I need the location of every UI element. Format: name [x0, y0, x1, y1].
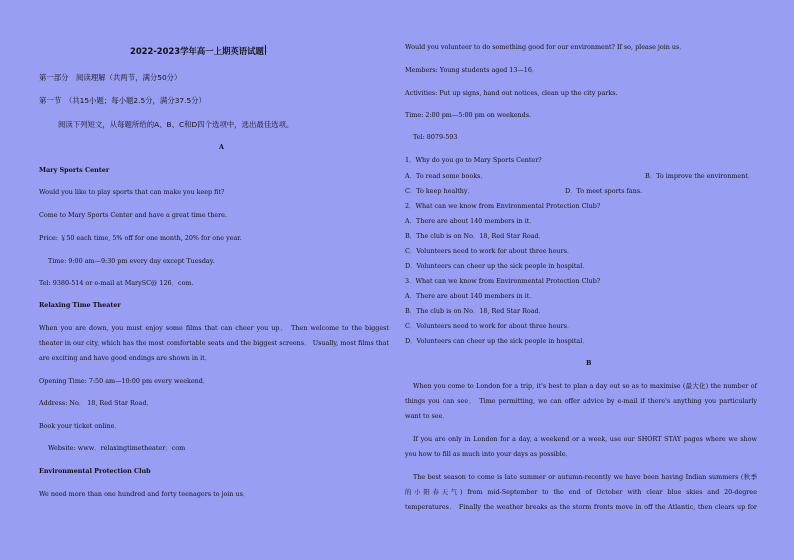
option-d: D．To meet sports fans.: [565, 187, 643, 195]
option-c: C．Volunteers need to work for about three hours．: [405, 322, 574, 330]
question-1-options-ab: [405, 172, 757, 180]
instruction: 阅读下列短文，从每题所给的A、B、C和D四个选项中，选出最佳选项。: [58, 120, 294, 129]
passage-b-paragraph: The best season to come is late summer or autumn-recently we have been having Indian summers (秋季: [413, 473, 757, 481]
sports-tel: Tel: 9380-514 or e-mail at MarySC@ 126．com.: [39, 279, 194, 287]
option-a: A．There are about 140 members in it．: [405, 292, 536, 300]
option-b: B．The club is on No．18, Red Star Road．: [405, 232, 546, 240]
section-heading: 第一节 （共15小题；每小题2.5分，满分37.5分）: [39, 96, 206, 105]
option-c: C．To keep healthy．: [405, 187, 474, 195]
theater-paragraph: are exciting and have good endings are shown in it．: [39, 354, 212, 362]
theater-address: Address: No． 18, Red Star Road．: [39, 399, 153, 407]
sports-line: Come to Mary Sports Center and have a great time there.: [39, 211, 227, 219]
option-c: C．Volunteers need to work for about three hours．: [405, 247, 574, 255]
theater-opening: Opening Time: 7:50 am—10:00 pm every weekend．: [39, 377, 210, 385]
text-cursor: [265, 45, 267, 55]
sports-line: Would you like to play sports that can make you keep fit?: [39, 188, 225, 196]
club-tel: Tel: 8079-593: [413, 133, 458, 141]
theater-book: Book your ticket online．: [39, 422, 121, 430]
option-b: B．The club is on No．18, Red Star Road．: [405, 307, 546, 315]
option-d: D．Volunteers can cheer up the sick people in hospital．: [405, 262, 589, 270]
theater-heading: Relaxing Time Theater: [39, 301, 121, 309]
option-b: B．To improve the environment．: [645, 172, 755, 180]
club-activities: Activities: Put up signs, hand out notices, clean up the city parks.: [405, 89, 618, 97]
sports-price: Price: ￥50 each time, 5% off for one month, 20% for one year.: [39, 234, 242, 242]
passage-b-paragraph: want to see．: [405, 412, 449, 420]
passage-label-b: B: [586, 359, 592, 367]
question-1: 1．Why do you go to Mary Sports Center?: [405, 156, 542, 164]
question-2: 2．What can we know from Environmental Protection Club?: [405, 202, 601, 210]
part-heading: 第一部分 阅读理解（共两节，满分50分）: [39, 73, 182, 82]
option-d: D．Volunteers can cheer up the sick people in hospital．: [405, 337, 589, 345]
club-time: Time: 2:00 pm—5:00 pm on weekends.: [405, 111, 532, 119]
passage-label-a: A: [219, 143, 224, 151]
passage-b-paragraph: you how to fill as much into your days as possible．: [405, 450, 572, 458]
theater-paragraph: theater in our city, which has the most comfortable seats and the biggest screens． Usually, most films that: [39, 339, 389, 347]
exam-title: 2022-2023学年高一上期英语试题: [130, 45, 266, 57]
club-line: We need more than one hundred and forty teenagers to join us．: [39, 490, 250, 498]
question-1-options-cd: [405, 187, 757, 195]
sports-time: Time: 9:00 am—9:30 pm every day except Tuesday.: [48, 257, 215, 265]
theater-website: Website: www．relaxingtimetheater．com: [48, 444, 186, 452]
sports-center-heading: Mary Sports Center: [39, 166, 110, 174]
theater-paragraph: When you are down, you must enjoy some films that can cheer you up． Then welcome to the biggest: [39, 324, 389, 332]
club-members: Members: Young students aged 13—16．: [405, 66, 539, 74]
option-a: A．To read some books．: [405, 172, 487, 180]
passage-b-paragraph: When you come to London for a trip, it's best to plan a day out so as to maximise (最大化) the number of: [413, 382, 757, 390]
passage-b-paragraph: temperatures． Finally the weather breaks as the storm fronts move in off the Atlantic, then clears up for: [405, 503, 757, 511]
passage-b-paragraph: 的小阳春天气) from mid-September to the end of October with clear blue skies and 20-degree: [405, 488, 757, 496]
club-heading: Environmental Protection Club: [39, 467, 151, 475]
option-a: A．There are about 140 members in it．: [405, 217, 536, 225]
question-3: 3．What can we know from Environmental Protection Club?: [405, 277, 601, 285]
passage-b-paragraph: things you can see． Time permitting, we can offer advice by e-mail if there's anything you particularly: [405, 397, 757, 405]
club-line: Would you volunteer to do something good for our environment? If so, please join us．: [405, 43, 686, 51]
passage-b-paragraph: If you are only in London for a day, a weekend or a week, use our SHORT STAY pages where we show: [413, 435, 757, 443]
